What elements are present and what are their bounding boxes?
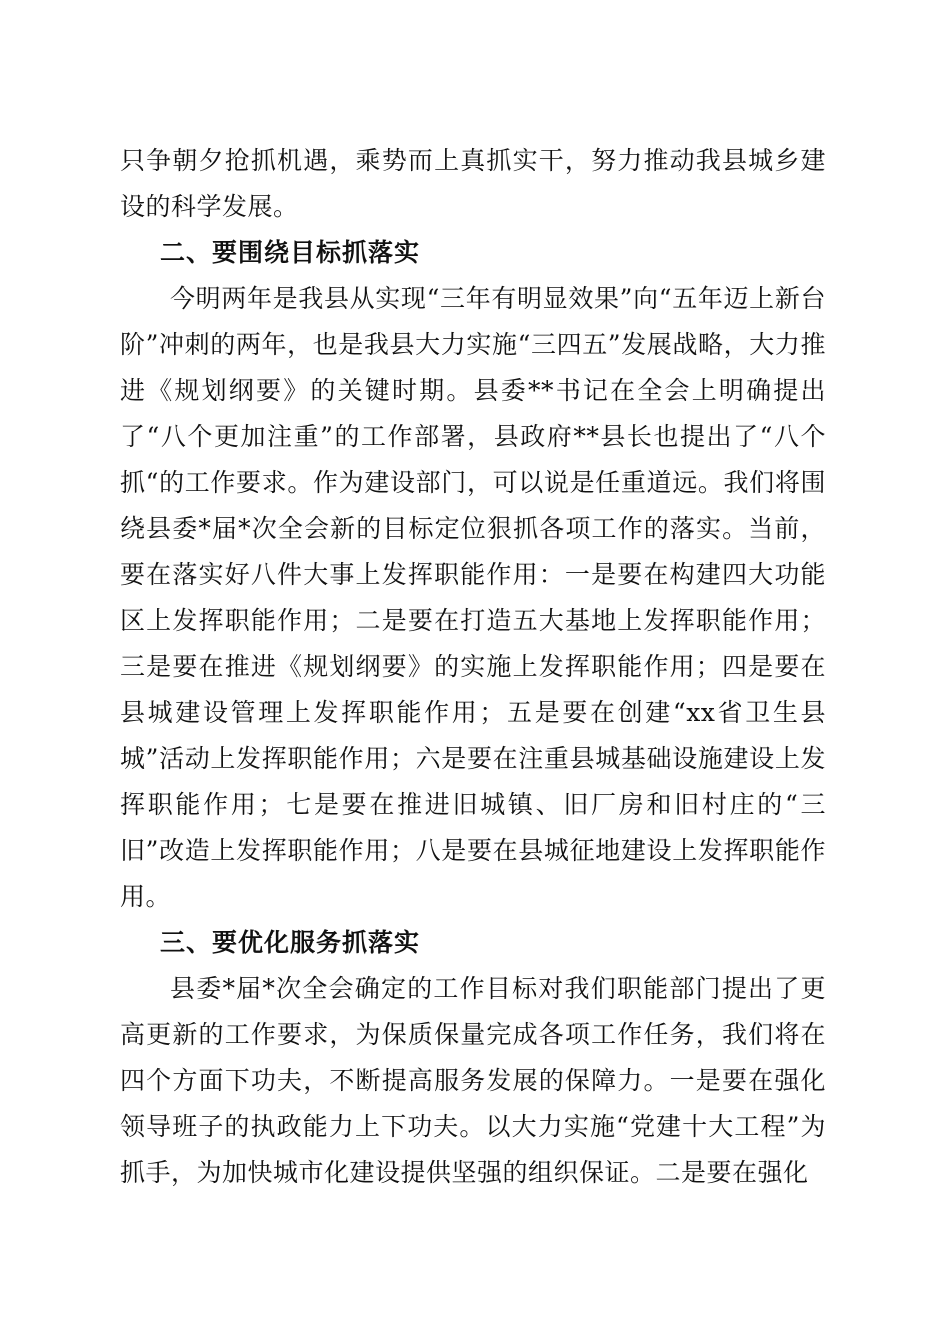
document-body xyxy=(120,138,826,1196)
section-heading-3: 三、要优化服务抓落实 xyxy=(160,928,421,957)
paragraph-continuation: 只争朝夕抢抓机遇，乘势而上真抓实干，努力推动我县城乡建设的科学发展。 xyxy=(120,146,826,221)
paragraph-section-2: 今明两年是我县从实现“三年有明显效果”向“五年迈上新台阶”冲刺的两年，也是我县大力实施“三四五”发展战略，大力推进《规划纲要》的关键时期。县委**书记在全会上明确提出了“八个更加注重”的工作部署，县政府**县长也提出了“八个抓“的工作要求。作为建设部门，可以说是任重道远。我们将围绕县委*届*次全会新的目标定位狠抓各项工作的落实。当前，要在落实好八件大事上发挥职能作用：一是要在构建四大功能区上发挥职能作用；二是要在打造五大基地上发挥职能作用；三是要在推进《规划纲要》的实施上发挥职能作用；四是要在县城建设管理上发挥职能作用；五是要在创建“xx省卫生县城”活动上发挥职能作用；六是要在注重县城基础设施建设上发挥职能作用；七是要在推进旧城镇、旧厂房和旧村庄的“三旧”改造上发挥职能作用；八是要在县城征地建设上发挥职能作用。 xyxy=(120,284,826,911)
section-heading-2: 二、要围绕目标抓落实 xyxy=(160,238,421,267)
paragraph-section-3: 县委*届*次全会确定的工作目标对我们职能部门提出了更高更新的工作要求，为保质保量完成各项工作任务，我们将在四个方面下功夫，不断提高服务发展的保障力。一是要在强化领导班子的执政能力上下功夫。以大力实施“党建十大工程”为抓手，为加快城市化建设提供坚强的组织保证。二是要在强化 xyxy=(120,974,826,1187)
